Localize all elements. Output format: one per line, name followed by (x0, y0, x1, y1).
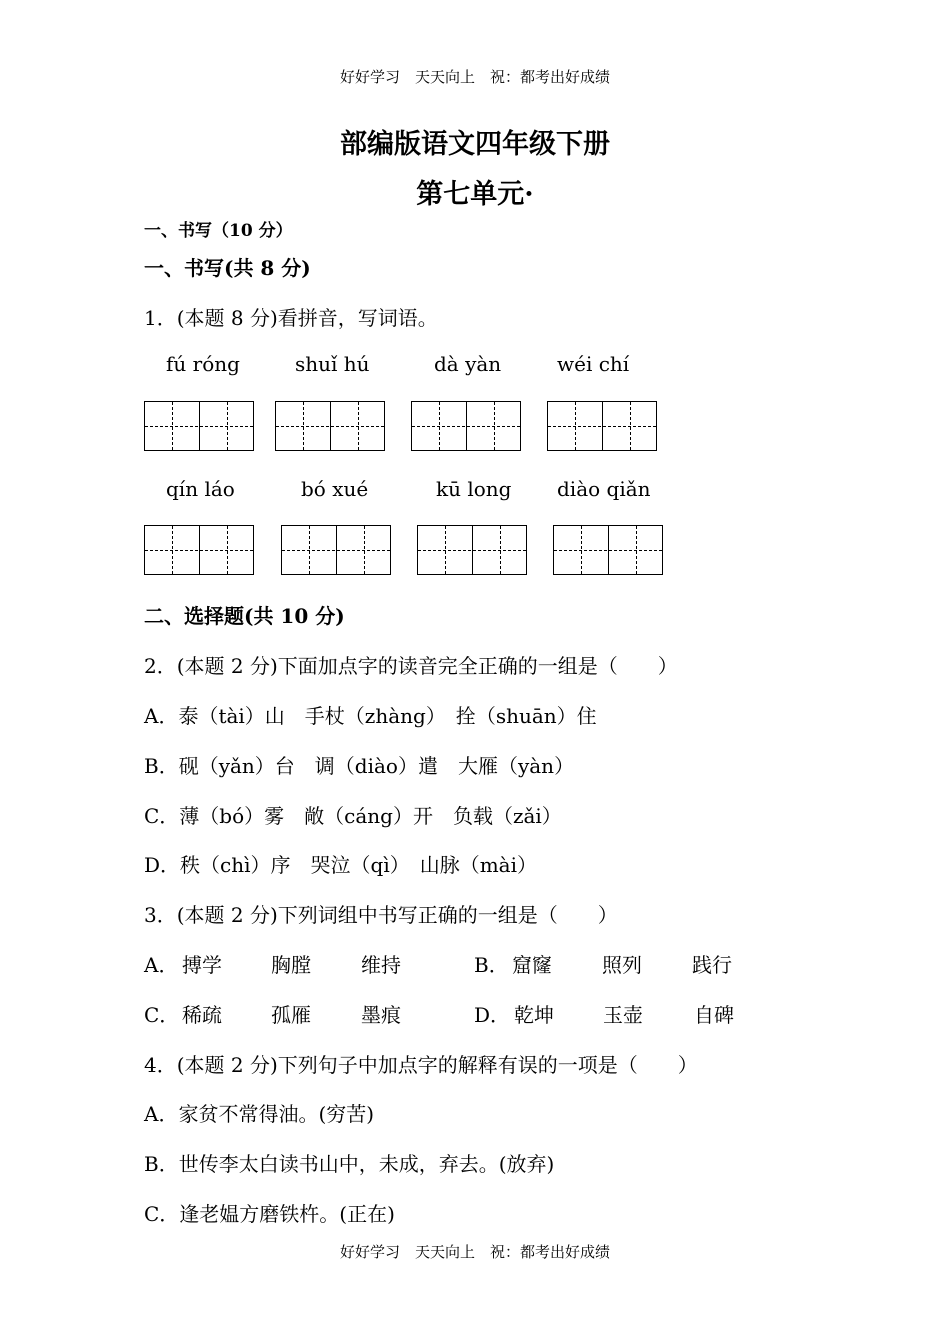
question-3: 3．(本题 2 分)下列词组中书写正确的一组是（ ） (144, 903, 618, 927)
q3-word: 玉壶 (603, 1003, 643, 1027)
q3-option-a-label: A． (144, 953, 179, 977)
page-title: 部编版语文四年级下册 (340, 129, 610, 160)
q2-option-b: B．砚（yǎn）台 调（diào）遣 大雁（yàn） (144, 754, 575, 778)
q3-word: 胸膛 (271, 953, 311, 977)
writing-grid[interactable] (417, 525, 527, 575)
question-4: 4．(本题 2 分)下列句子中加点字的解释有误的一项是（ ） (144, 1053, 698, 1077)
writing-grid[interactable] (275, 401, 385, 451)
q4-option-a: A．家贫不常得油。(穷苦) (144, 1102, 375, 1126)
section-writing-heading-small: 一、书写（10 分） (144, 221, 293, 241)
q3-option-b-label: B． (474, 953, 509, 977)
unit-title: 第七单元· (416, 179, 534, 210)
q2-option-c: C．薄（bó）雾 敞（cáng）开 负载（zǎi） (144, 804, 562, 828)
q2-option-a: A．泰（tài）山 手杖（zhàng） 拴（shuān）住 (144, 704, 597, 728)
page-header: 好好学习 天天向上 祝：都考出好成绩 (339, 68, 610, 86)
writing-grid[interactable] (553, 525, 663, 575)
q4-option-c: C．逢老媪方磨铁杵。(正在) (144, 1202, 395, 1226)
q3-word: 窟窿 (512, 953, 552, 977)
pinyin-label: diào qiǎn (557, 477, 651, 501)
pinyin-label: shuǐ hú (295, 352, 370, 376)
section-writing-heading: 一、书写(共 8 分) (144, 256, 311, 280)
question-2: 2．(本题 2 分)下面加点字的读音完全正确的一组是（ ） (144, 654, 678, 678)
q3-word: 乾坤 (514, 1003, 554, 1027)
writing-grid[interactable] (281, 525, 391, 575)
section-choice-heading: 二、选择题(共 10 分) (144, 604, 345, 628)
pinyin-label: kū long (436, 477, 512, 501)
pinyin-label: wéi chí (557, 352, 630, 376)
writing-grid[interactable] (144, 401, 254, 451)
q3-word: 孤雁 (271, 1003, 311, 1027)
pinyin-label: dà yàn (434, 352, 502, 376)
writing-grid[interactable] (144, 525, 254, 575)
q3-word: 维持 (361, 953, 401, 977)
q3-word: 搏学 (182, 953, 222, 977)
q3-option-c-label: C． (144, 1003, 180, 1027)
question-1: 1．(本题 8 分)看拼音，写词语。 (144, 306, 438, 330)
page-footer: 好好学习 天天向上 祝：都考出好成绩 (339, 1243, 610, 1261)
q3-word: 墨痕 (361, 1003, 401, 1027)
q3-word: 自碑 (694, 1003, 734, 1027)
pinyin-label: qín láo (166, 477, 235, 501)
q3-option-d-label: D． (474, 1003, 511, 1027)
q3-word: 照列 (602, 953, 642, 977)
q3-word: 践行 (692, 953, 732, 977)
q4-option-b: B．世传李太白读书山中，未成，弃去。(放弃) (144, 1152, 555, 1176)
q2-option-d: D．秩（chì）序 哭泣（qì） 山脉（mài） (144, 853, 537, 877)
pinyin-label: fú róng (166, 352, 240, 376)
q3-word: 稀疏 (182, 1003, 222, 1027)
writing-grid[interactable] (411, 401, 521, 451)
pinyin-label: bó xué (301, 477, 369, 501)
writing-grid[interactable] (547, 401, 657, 451)
